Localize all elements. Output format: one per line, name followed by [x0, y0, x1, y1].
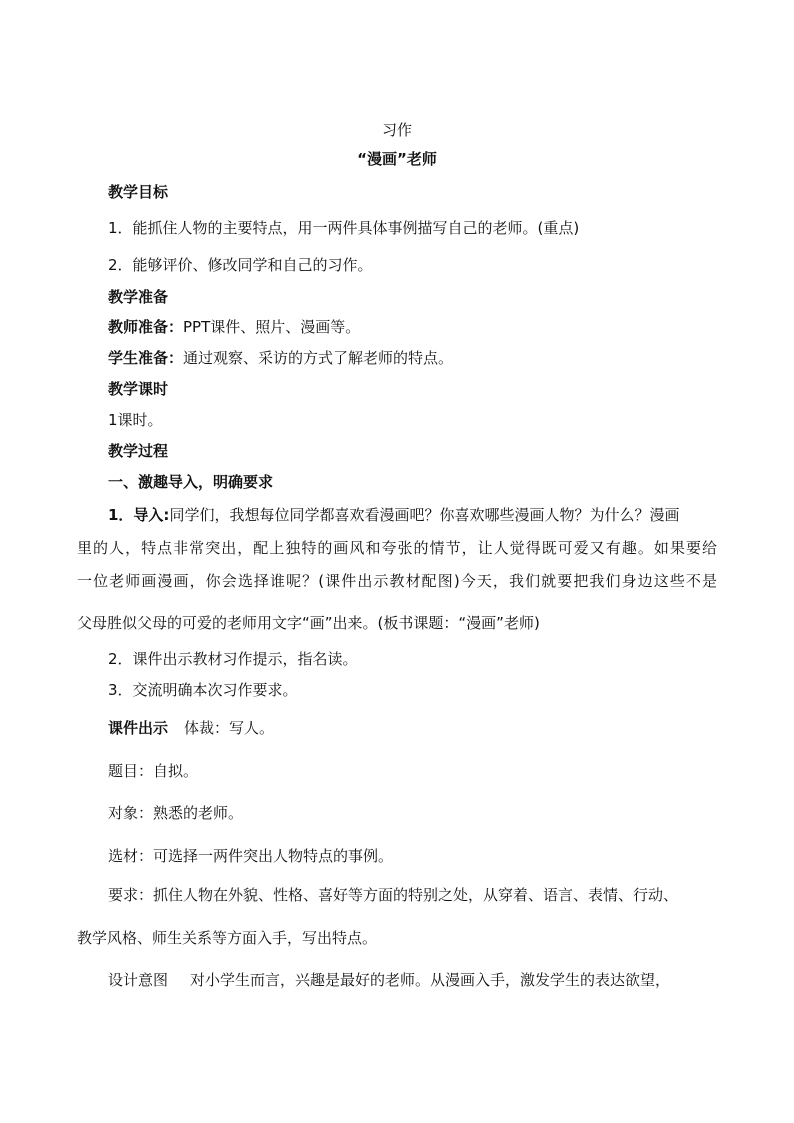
hours-heading: 教学课时 [108, 380, 169, 398]
topic-text: 题目：自拟。 [108, 762, 199, 780]
para1-line3: 一位老师画漫画，你会选择谁呢？(课件出示教材配图)今天，我们就要把我们身边这些不是 [77, 572, 717, 590]
goal-item-2: 2．能够评价、修改同学和自己的习作。 [108, 256, 373, 274]
para1-line1 [108, 504, 720, 526]
section1-heading: 一、激趣导入，明确要求 [108, 473, 274, 491]
para1-line1-text: 同学们，我想每位同学都喜欢看漫画吧？你喜欢哪些漫画人物？为什么？漫画 [169, 506, 680, 524]
require-line1: 要求：抓住人物在外貌、性格、喜好等方面的特别之处，从穿着、语言、表情、行动、 [108, 886, 679, 904]
item-3: 3．交流明确本次习作要求。 [108, 681, 298, 699]
goal-item-1: 1．能抓住人物的主要特点，用一两件具体事例描写自己的老师。(重点) [108, 219, 580, 237]
document-title: 习作 [381, 121, 412, 139]
material-text: 选材：可选择一两件突出人物特点的事例。 [108, 847, 394, 865]
prep-heading: 教学准备 [108, 288, 169, 306]
item-2: 2．课件出示教材习作提示，指名读。 [108, 650, 358, 668]
teacher-prep [108, 316, 360, 338]
goal-heading: 教学目标 [108, 183, 169, 201]
para1-line2: 里的人，特点非常突出，配上独特的画风和夸张的情节，让人觉得既可爱又有趣。如果要给 [77, 539, 717, 557]
student-prep-text: 通过观察、采访的方式了解老师的特点。 [183, 349, 454, 367]
process-heading: 教学过程 [108, 442, 169, 460]
para1-label: 1．导入: [108, 506, 170, 524]
courseware-line [108, 717, 274, 739]
teacher-prep-label: 教师准备： [108, 318, 184, 336]
document-subtitle: “漫画”老师 [357, 150, 437, 168]
para1-line4: 父母胜似父母的可爱的老师用文字“画”出来。(板书课题：“漫画”老师) [77, 614, 540, 632]
design-text: 对小学生而言，兴趣是最好的老师。从漫画入手，激发学生的表达欲望， [190, 971, 671, 989]
student-prep [108, 347, 453, 369]
hours-text: 1课时。 [108, 411, 163, 429]
teacher-prep-text: PPT课件、照片、漫画等。 [183, 318, 361, 336]
design-label: 设计意图 [108, 971, 169, 989]
genre-text: 体裁：写人。 [184, 719, 275, 737]
student-prep-label: 学生准备： [108, 349, 184, 367]
object-text: 对象：熟悉的老师。 [108, 804, 244, 822]
require-line2: 教学风格、师生关系等方面入手，写出特点。 [77, 929, 378, 947]
courseware-label: 课件出示 [108, 719, 169, 737]
design-line [108, 969, 670, 991]
